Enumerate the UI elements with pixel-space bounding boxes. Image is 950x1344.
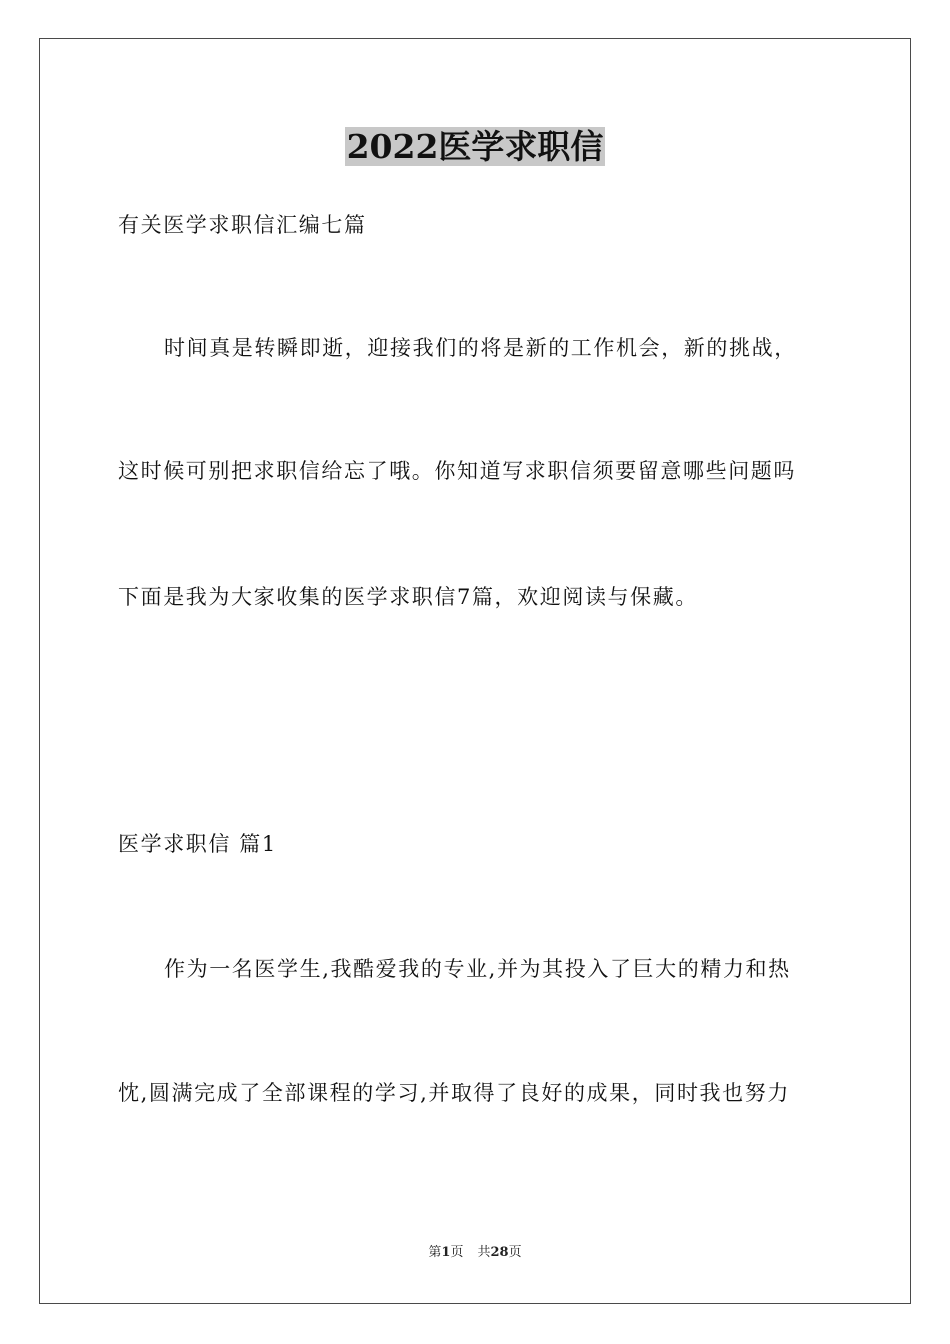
intro-line-1: 时间真是转瞬即逝，迎接我们的将是新的工作机会，新的挑战， <box>164 336 797 360</box>
document-title <box>0 124 950 170</box>
section-heading: 医学求职信 篇1 <box>118 832 277 856</box>
footer-page-number: 1 <box>441 1245 451 1260</box>
footer-total-pages: 28 <box>490 1245 509 1260</box>
footer-total-prefix: 共 <box>477 1245 491 1260</box>
intro-line-2: 这时候可别把求职信给忘了哦。你知道写求职信须要留意哪些问题吗 <box>118 459 796 483</box>
footer-page-prefix: 第 <box>428 1245 442 1260</box>
document-title-text: 2022医学求职信 <box>346 127 604 166</box>
document-subtitle: 有关医学求职信汇编七篇 <box>118 213 367 237</box>
footer-total-suffix: 页 <box>508 1245 522 1260</box>
body-line-1: 作为一名医学生,我酷爱我的专业,并为其投入了巨大的精力和热 <box>164 957 791 981</box>
intro-line-3: 下面是我为大家收集的医学求职信7篇，欢迎阅读与保藏。 <box>118 585 698 609</box>
footer-page-suffix: 页 <box>450 1245 464 1260</box>
page-footer <box>0 1244 950 1262</box>
body-line-2: 忱,圆满完成了全部课程的学习,并取得了良好的成果，同时我也努力 <box>118 1081 790 1105</box>
